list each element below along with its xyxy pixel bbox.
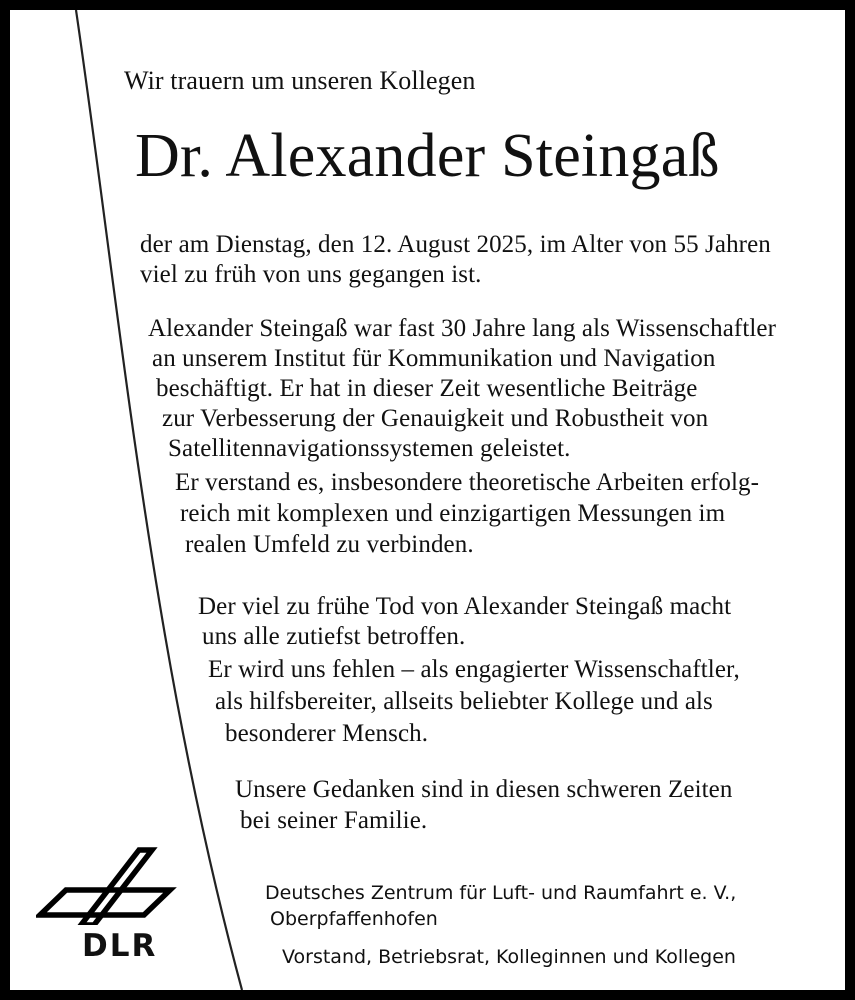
career-line: realen Umfeld zu verbinden. [185,531,474,558]
deceased-name: Dr. Alexander Steingaß [135,122,720,190]
mourners-line: Vorstand, Betriebsrat, Kolleginnen und Kollegen [282,946,736,968]
career-line: Alexander Steingaß war fast 30 Jahre lang als Wissenschaftler [148,315,777,342]
organization-location: Oberpfaffenhofen [270,908,438,930]
organization-name: Deutsches Zentrum für Luft- und Raumfahrt e. V., [265,882,737,904]
grief-line: Der viel zu frühe Tod von Alexander Steingaß macht [198,593,732,620]
dlr-logo-icon [36,845,181,925]
career-line: zur Verbesserung der Genauigkeit und Robustheit von [162,405,709,432]
death-line: viel zu früh von uns gegangen ist. [140,261,482,288]
grief-line: Er wird uns fehlen – als engagierter Wissenschaftler, [208,656,740,683]
grief-line: als hilfsbereiter, allseits beliebter Kollege und als [215,688,713,715]
career-line: Satellitennavigationssystemen geleistet. [168,435,571,462]
career-line: an unserem Institut für Kommunikation und Navigation [152,345,716,372]
grief-line: besonderer Mensch. [225,720,429,747]
dlr-logo-text: DLR [82,928,158,964]
thoughts-line: Unsere Gedanken sind in diesen schweren Zeiten [235,776,733,803]
career-line: Er verstand es, insbesondere theoretische Arbeiten erfolg- [175,469,760,496]
intro-text: Wir trauern um unseren Kollegen [124,66,476,95]
career-line: beschäftigt. Er hat in dieser Zeit wesentliche Beiträge [156,375,698,402]
career-line: reich mit komplexen und einzigartigen Messungen im [180,500,726,527]
grief-line: uns alle zutiefst betroffen. [202,623,466,650]
death-line: der am Dienstag, den 12. August 2025, im Alter von 55 Jahren [140,231,771,258]
thoughts-line: bei seiner Familie. [240,807,428,834]
